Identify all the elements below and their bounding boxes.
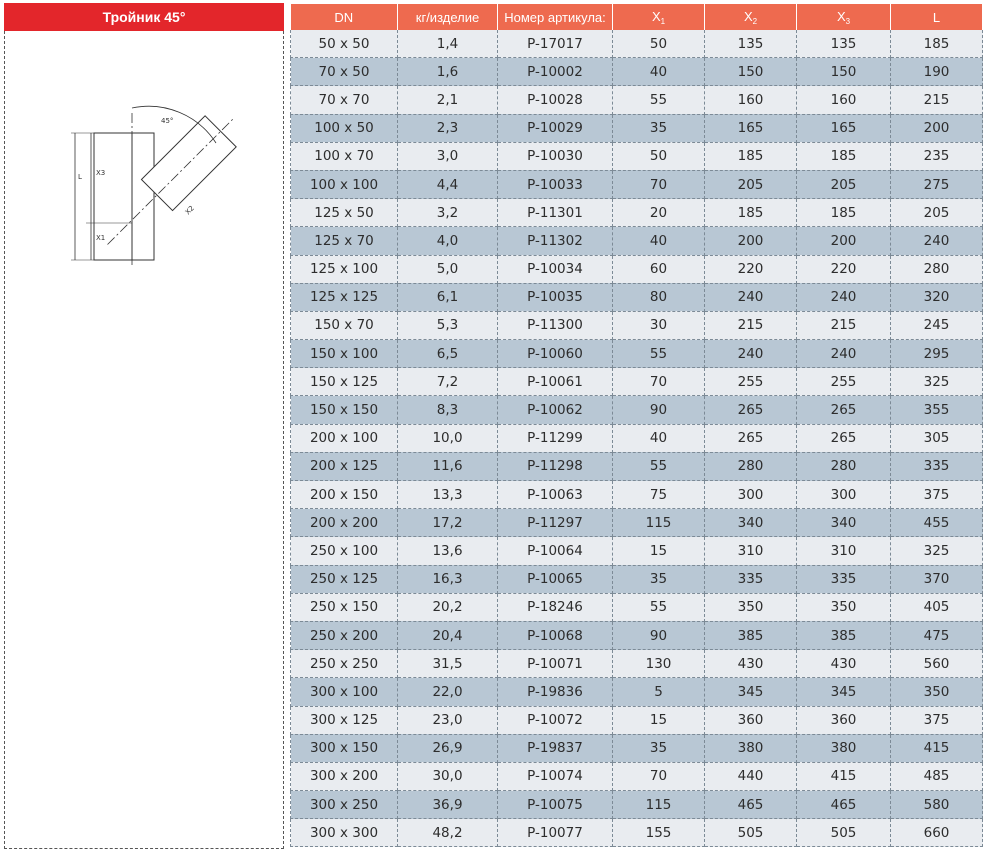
- cell-x2: 440: [705, 762, 797, 790]
- cell-l: 325: [891, 368, 983, 396]
- table-row: [291, 255, 983, 283]
- cell-x2: 335: [705, 565, 797, 593]
- cell-weight: 31,5: [398, 650, 498, 678]
- cell-x1: 75: [613, 481, 705, 509]
- cell-weight: 30,0: [398, 762, 498, 790]
- cell-weight: 23,0: [398, 706, 498, 734]
- cell-x1: 35: [613, 114, 705, 142]
- cell-x3: 340: [797, 509, 891, 537]
- cell-weight: 48,2: [398, 819, 498, 847]
- col-header-article: Номер артикула:: [498, 4, 613, 30]
- cell-l: 370: [891, 565, 983, 593]
- table-row: [291, 509, 983, 537]
- cell-dn: 200 x 200: [291, 509, 398, 537]
- table-row: [291, 114, 983, 142]
- cell-article: P-11297: [498, 509, 613, 537]
- cell-weight: 2,3: [398, 114, 498, 142]
- cell-x1: 55: [613, 86, 705, 114]
- cell-x3: 505: [797, 819, 891, 847]
- cell-weight: 36,9: [398, 791, 498, 819]
- cell-weight: 13,3: [398, 481, 498, 509]
- cell-x3: 465: [797, 791, 891, 819]
- cell-x1: 55: [613, 593, 705, 621]
- table-header-row: [291, 4, 983, 30]
- cell-l: 355: [891, 396, 983, 424]
- cell-l: 415: [891, 734, 983, 762]
- cell-x3: 200: [797, 227, 891, 255]
- cell-weight: 4,0: [398, 227, 498, 255]
- cell-article: P-10068: [498, 621, 613, 649]
- cell-dn: 250 x 200: [291, 621, 398, 649]
- table-row: [291, 452, 983, 480]
- cell-x2: 160: [705, 86, 797, 114]
- cell-x1: 40: [613, 58, 705, 86]
- cell-x2: 150: [705, 58, 797, 86]
- cell-article: P-19837: [498, 734, 613, 762]
- cell-dn: 100 x 50: [291, 114, 398, 142]
- cell-x2: 220: [705, 255, 797, 283]
- cell-article: P-11301: [498, 199, 613, 227]
- cell-article: P-11299: [498, 424, 613, 452]
- cell-dn: 200 x 150: [291, 481, 398, 509]
- cell-x3: 165: [797, 114, 891, 142]
- cell-dn: 125 x 100: [291, 255, 398, 283]
- cell-x2: 310: [705, 537, 797, 565]
- cell-x2: 255: [705, 368, 797, 396]
- cell-l: 280: [891, 255, 983, 283]
- cell-x2: 240: [705, 340, 797, 368]
- cell-weight: 13,6: [398, 537, 498, 565]
- cell-x1: 115: [613, 791, 705, 819]
- cell-article: P-10060: [498, 340, 613, 368]
- cell-x2: 505: [705, 819, 797, 847]
- cell-x3: 220: [797, 255, 891, 283]
- cell-article: P-10062: [498, 396, 613, 424]
- cell-l: 320: [891, 283, 983, 311]
- cell-dn: 300 x 250: [291, 791, 398, 819]
- table-row: [291, 565, 983, 593]
- cell-l: 325: [891, 537, 983, 565]
- cell-x2: 280: [705, 452, 797, 480]
- table-row: [291, 593, 983, 621]
- table-row: [291, 142, 983, 170]
- cell-x3: 265: [797, 424, 891, 452]
- cell-weight: 17,2: [398, 509, 498, 537]
- cell-dn: 125 x 70: [291, 227, 398, 255]
- table-row: [291, 537, 983, 565]
- cell-x3: 255: [797, 368, 891, 396]
- cell-x2: 265: [705, 424, 797, 452]
- cell-l: 245: [891, 311, 983, 339]
- cell-x2: 340: [705, 509, 797, 537]
- table-row: [291, 678, 983, 706]
- cell-x1: 130: [613, 650, 705, 678]
- cell-weight: 26,9: [398, 734, 498, 762]
- col-header-x2: $X_2$: [705, 4, 797, 30]
- product-diagram-area: [4, 31, 284, 849]
- cell-article: P-10035: [498, 283, 613, 311]
- cell-dn: 125 x 50: [291, 199, 398, 227]
- cell-article: P-10002: [498, 58, 613, 86]
- col-header-weight: кг/изделие: [398, 4, 498, 30]
- cell-x1: 30: [613, 311, 705, 339]
- cell-l: 375: [891, 706, 983, 734]
- cell-l: 475: [891, 621, 983, 649]
- cell-dn: 300 x 200: [291, 762, 398, 790]
- cell-x3: 205: [797, 170, 891, 198]
- product-title: Тройник 45°: [4, 3, 284, 31]
- dim-x2-label: X2: [183, 204, 196, 217]
- cell-article: P-18246: [498, 593, 613, 621]
- cell-x1: 55: [613, 452, 705, 480]
- cell-article: P-11302: [498, 227, 613, 255]
- cell-x1: 90: [613, 621, 705, 649]
- cell-l: 295: [891, 340, 983, 368]
- cell-x1: 15: [613, 537, 705, 565]
- cell-x1: 50: [613, 30, 705, 58]
- cell-article: P-10034: [498, 255, 613, 283]
- cell-x3: 265: [797, 396, 891, 424]
- cell-article: P-10074: [498, 762, 613, 790]
- table-row: [291, 481, 983, 509]
- table-row: [291, 58, 983, 86]
- cell-dn: 150 x 100: [291, 340, 398, 368]
- table-row: [291, 396, 983, 424]
- col-header-l: L: [891, 4, 983, 30]
- spec-table: [290, 4, 983, 847]
- cell-x3: 360: [797, 706, 891, 734]
- cell-x3: 240: [797, 340, 891, 368]
- cell-dn: 300 x 300: [291, 819, 398, 847]
- cell-x3: 345: [797, 678, 891, 706]
- cell-dn: 200 x 125: [291, 452, 398, 480]
- table-row: [291, 340, 983, 368]
- cell-dn: 125 x 125: [291, 283, 398, 311]
- table-row: [291, 762, 983, 790]
- cell-article: P-10061: [498, 368, 613, 396]
- cell-dn: 300 x 125: [291, 706, 398, 734]
- cell-article: P-10064: [498, 537, 613, 565]
- table-row: [291, 650, 983, 678]
- cell-x2: 345: [705, 678, 797, 706]
- cell-x1: 155: [613, 819, 705, 847]
- cell-l: 335: [891, 452, 983, 480]
- cell-x3: 160: [797, 86, 891, 114]
- cell-weight: 11,6: [398, 452, 498, 480]
- cell-dn: 200 x 100: [291, 424, 398, 452]
- cell-x2: 200: [705, 227, 797, 255]
- cell-x1: 35: [613, 565, 705, 593]
- cell-l: 215: [891, 86, 983, 114]
- cell-l: 350: [891, 678, 983, 706]
- cell-article: P-10028: [498, 86, 613, 114]
- cell-weight: 2,1: [398, 86, 498, 114]
- cell-article: P-19836: [498, 678, 613, 706]
- table-row: [291, 819, 983, 847]
- table-row: [291, 283, 983, 311]
- cell-weight: 4,4: [398, 170, 498, 198]
- cell-l: 235: [891, 142, 983, 170]
- cell-weight: 20,2: [398, 593, 498, 621]
- cell-weight: 20,4: [398, 621, 498, 649]
- cell-dn: 50 x 50: [291, 30, 398, 58]
- cell-weight: 1,6: [398, 58, 498, 86]
- cell-x1: 5: [613, 678, 705, 706]
- cell-x2: 215: [705, 311, 797, 339]
- table-row: [291, 791, 983, 819]
- cell-dn: 150 x 150: [291, 396, 398, 424]
- cell-x1: 115: [613, 509, 705, 537]
- cell-dn: 300 x 150: [291, 734, 398, 762]
- cell-x3: 280: [797, 452, 891, 480]
- cell-x1: 55: [613, 340, 705, 368]
- cell-x2: 300: [705, 481, 797, 509]
- cell-weight: 6,5: [398, 340, 498, 368]
- cell-x3: 350: [797, 593, 891, 621]
- dim-x3-label: X3: [96, 169, 106, 177]
- table-row: [291, 86, 983, 114]
- cell-article: P-10029: [498, 114, 613, 142]
- cell-article: P-11300: [498, 311, 613, 339]
- cell-l: 190: [891, 58, 983, 86]
- cell-weight: 5,0: [398, 255, 498, 283]
- table-row: [291, 227, 983, 255]
- table-row: [291, 199, 983, 227]
- cell-x1: 40: [613, 424, 705, 452]
- cell-x2: 430: [705, 650, 797, 678]
- col-header-x1: $X_1$: [613, 4, 705, 30]
- cell-l: 275: [891, 170, 983, 198]
- cell-x3: 240: [797, 283, 891, 311]
- col-header-dn: DN: [291, 4, 398, 30]
- cell-x1: 70: [613, 368, 705, 396]
- cell-weight: 6,1: [398, 283, 498, 311]
- cell-x3: 415: [797, 762, 891, 790]
- cell-l: 240: [891, 227, 983, 255]
- cell-dn: 100 x 70: [291, 142, 398, 170]
- cell-l: 455: [891, 509, 983, 537]
- table-row: [291, 368, 983, 396]
- cell-weight: 22,0: [398, 678, 498, 706]
- cell-weight: 3,0: [398, 142, 498, 170]
- cell-x3: 135: [797, 30, 891, 58]
- cell-x3: 385: [797, 621, 891, 649]
- cell-x1: 90: [613, 396, 705, 424]
- cell-l: 405: [891, 593, 983, 621]
- cell-x1: 70: [613, 170, 705, 198]
- cell-dn: 70 x 50: [291, 58, 398, 86]
- angle-label: 45°: [161, 117, 174, 125]
- table-row: [291, 311, 983, 339]
- cell-article: P-10077: [498, 819, 613, 847]
- cell-x3: 430: [797, 650, 891, 678]
- cell-l: 375: [891, 481, 983, 509]
- cell-x1: 60: [613, 255, 705, 283]
- cell-l: 580: [891, 791, 983, 819]
- cell-x3: 150: [797, 58, 891, 86]
- cell-dn: 250 x 250: [291, 650, 398, 678]
- cell-article: P-17017: [498, 30, 613, 58]
- cell-weight: 16,3: [398, 565, 498, 593]
- table-row: [291, 30, 983, 58]
- cell-l: 200: [891, 114, 983, 142]
- cell-weight: 10,0: [398, 424, 498, 452]
- cell-x2: 265: [705, 396, 797, 424]
- cell-article: P-10030: [498, 142, 613, 170]
- cell-article: P-10033: [498, 170, 613, 198]
- table-row: [291, 621, 983, 649]
- cell-weight: 3,2: [398, 199, 498, 227]
- cell-dn: 70 x 70: [291, 86, 398, 114]
- cell-l: 485: [891, 762, 983, 790]
- cell-x1: 35: [613, 734, 705, 762]
- cell-x2: 240: [705, 283, 797, 311]
- cell-article: P-10063: [498, 481, 613, 509]
- table-row: [291, 706, 983, 734]
- table-row: [291, 424, 983, 452]
- cell-dn: 100 x 100: [291, 170, 398, 198]
- cell-x2: 385: [705, 621, 797, 649]
- cell-x1: 80: [613, 283, 705, 311]
- cell-x3: 300: [797, 481, 891, 509]
- cell-x3: 335: [797, 565, 891, 593]
- cell-weight: 5,3: [398, 311, 498, 339]
- cell-weight: 7,2: [398, 368, 498, 396]
- cell-weight: 8,3: [398, 396, 498, 424]
- cell-x3: 310: [797, 537, 891, 565]
- cell-l: 660: [891, 819, 983, 847]
- cell-x3: 380: [797, 734, 891, 762]
- cell-dn: 250 x 100: [291, 537, 398, 565]
- cell-l: 205: [891, 199, 983, 227]
- dim-x1-label: X1: [96, 234, 106, 242]
- cell-weight: 1,4: [398, 30, 498, 58]
- cell-dn: 150 x 125: [291, 368, 398, 396]
- table-row: [291, 734, 983, 762]
- cell-dn: 150 x 70: [291, 311, 398, 339]
- cell-x1: 20: [613, 199, 705, 227]
- cell-x3: 185: [797, 199, 891, 227]
- cell-x1: 15: [613, 706, 705, 734]
- cell-x2: 185: [705, 142, 797, 170]
- cell-x2: 135: [705, 30, 797, 58]
- cell-l: 305: [891, 424, 983, 452]
- cell-dn: 300 x 100: [291, 678, 398, 706]
- cell-dn: 250 x 150: [291, 593, 398, 621]
- product-panel: [4, 3, 288, 848]
- cell-x2: 350: [705, 593, 797, 621]
- dim-l-label: L: [78, 173, 82, 181]
- col-header-x3: $X_3$: [797, 4, 891, 30]
- table-row: [291, 170, 983, 198]
- cell-x2: 465: [705, 791, 797, 819]
- cell-x3: 215: [797, 311, 891, 339]
- cell-l: 185: [891, 30, 983, 58]
- cell-x2: 185: [705, 199, 797, 227]
- cell-x2: 165: [705, 114, 797, 142]
- cell-article: P-10075: [498, 791, 613, 819]
- cell-x1: 70: [613, 762, 705, 790]
- cell-x1: 40: [613, 227, 705, 255]
- cell-l: 560: [891, 650, 983, 678]
- cell-x1: 50: [613, 142, 705, 170]
- cell-article: P-11298: [498, 452, 613, 480]
- cell-x2: 380: [705, 734, 797, 762]
- cell-article: P-10065: [498, 565, 613, 593]
- tee-45-diagram: [69, 103, 239, 273]
- spec-table-body: [291, 30, 983, 847]
- cell-x2: 205: [705, 170, 797, 198]
- cell-dn: 250 x 125: [291, 565, 398, 593]
- cell-x2: 360: [705, 706, 797, 734]
- cell-x3: 185: [797, 142, 891, 170]
- cell-article: P-10072: [498, 706, 613, 734]
- cell-article: P-10071: [498, 650, 613, 678]
